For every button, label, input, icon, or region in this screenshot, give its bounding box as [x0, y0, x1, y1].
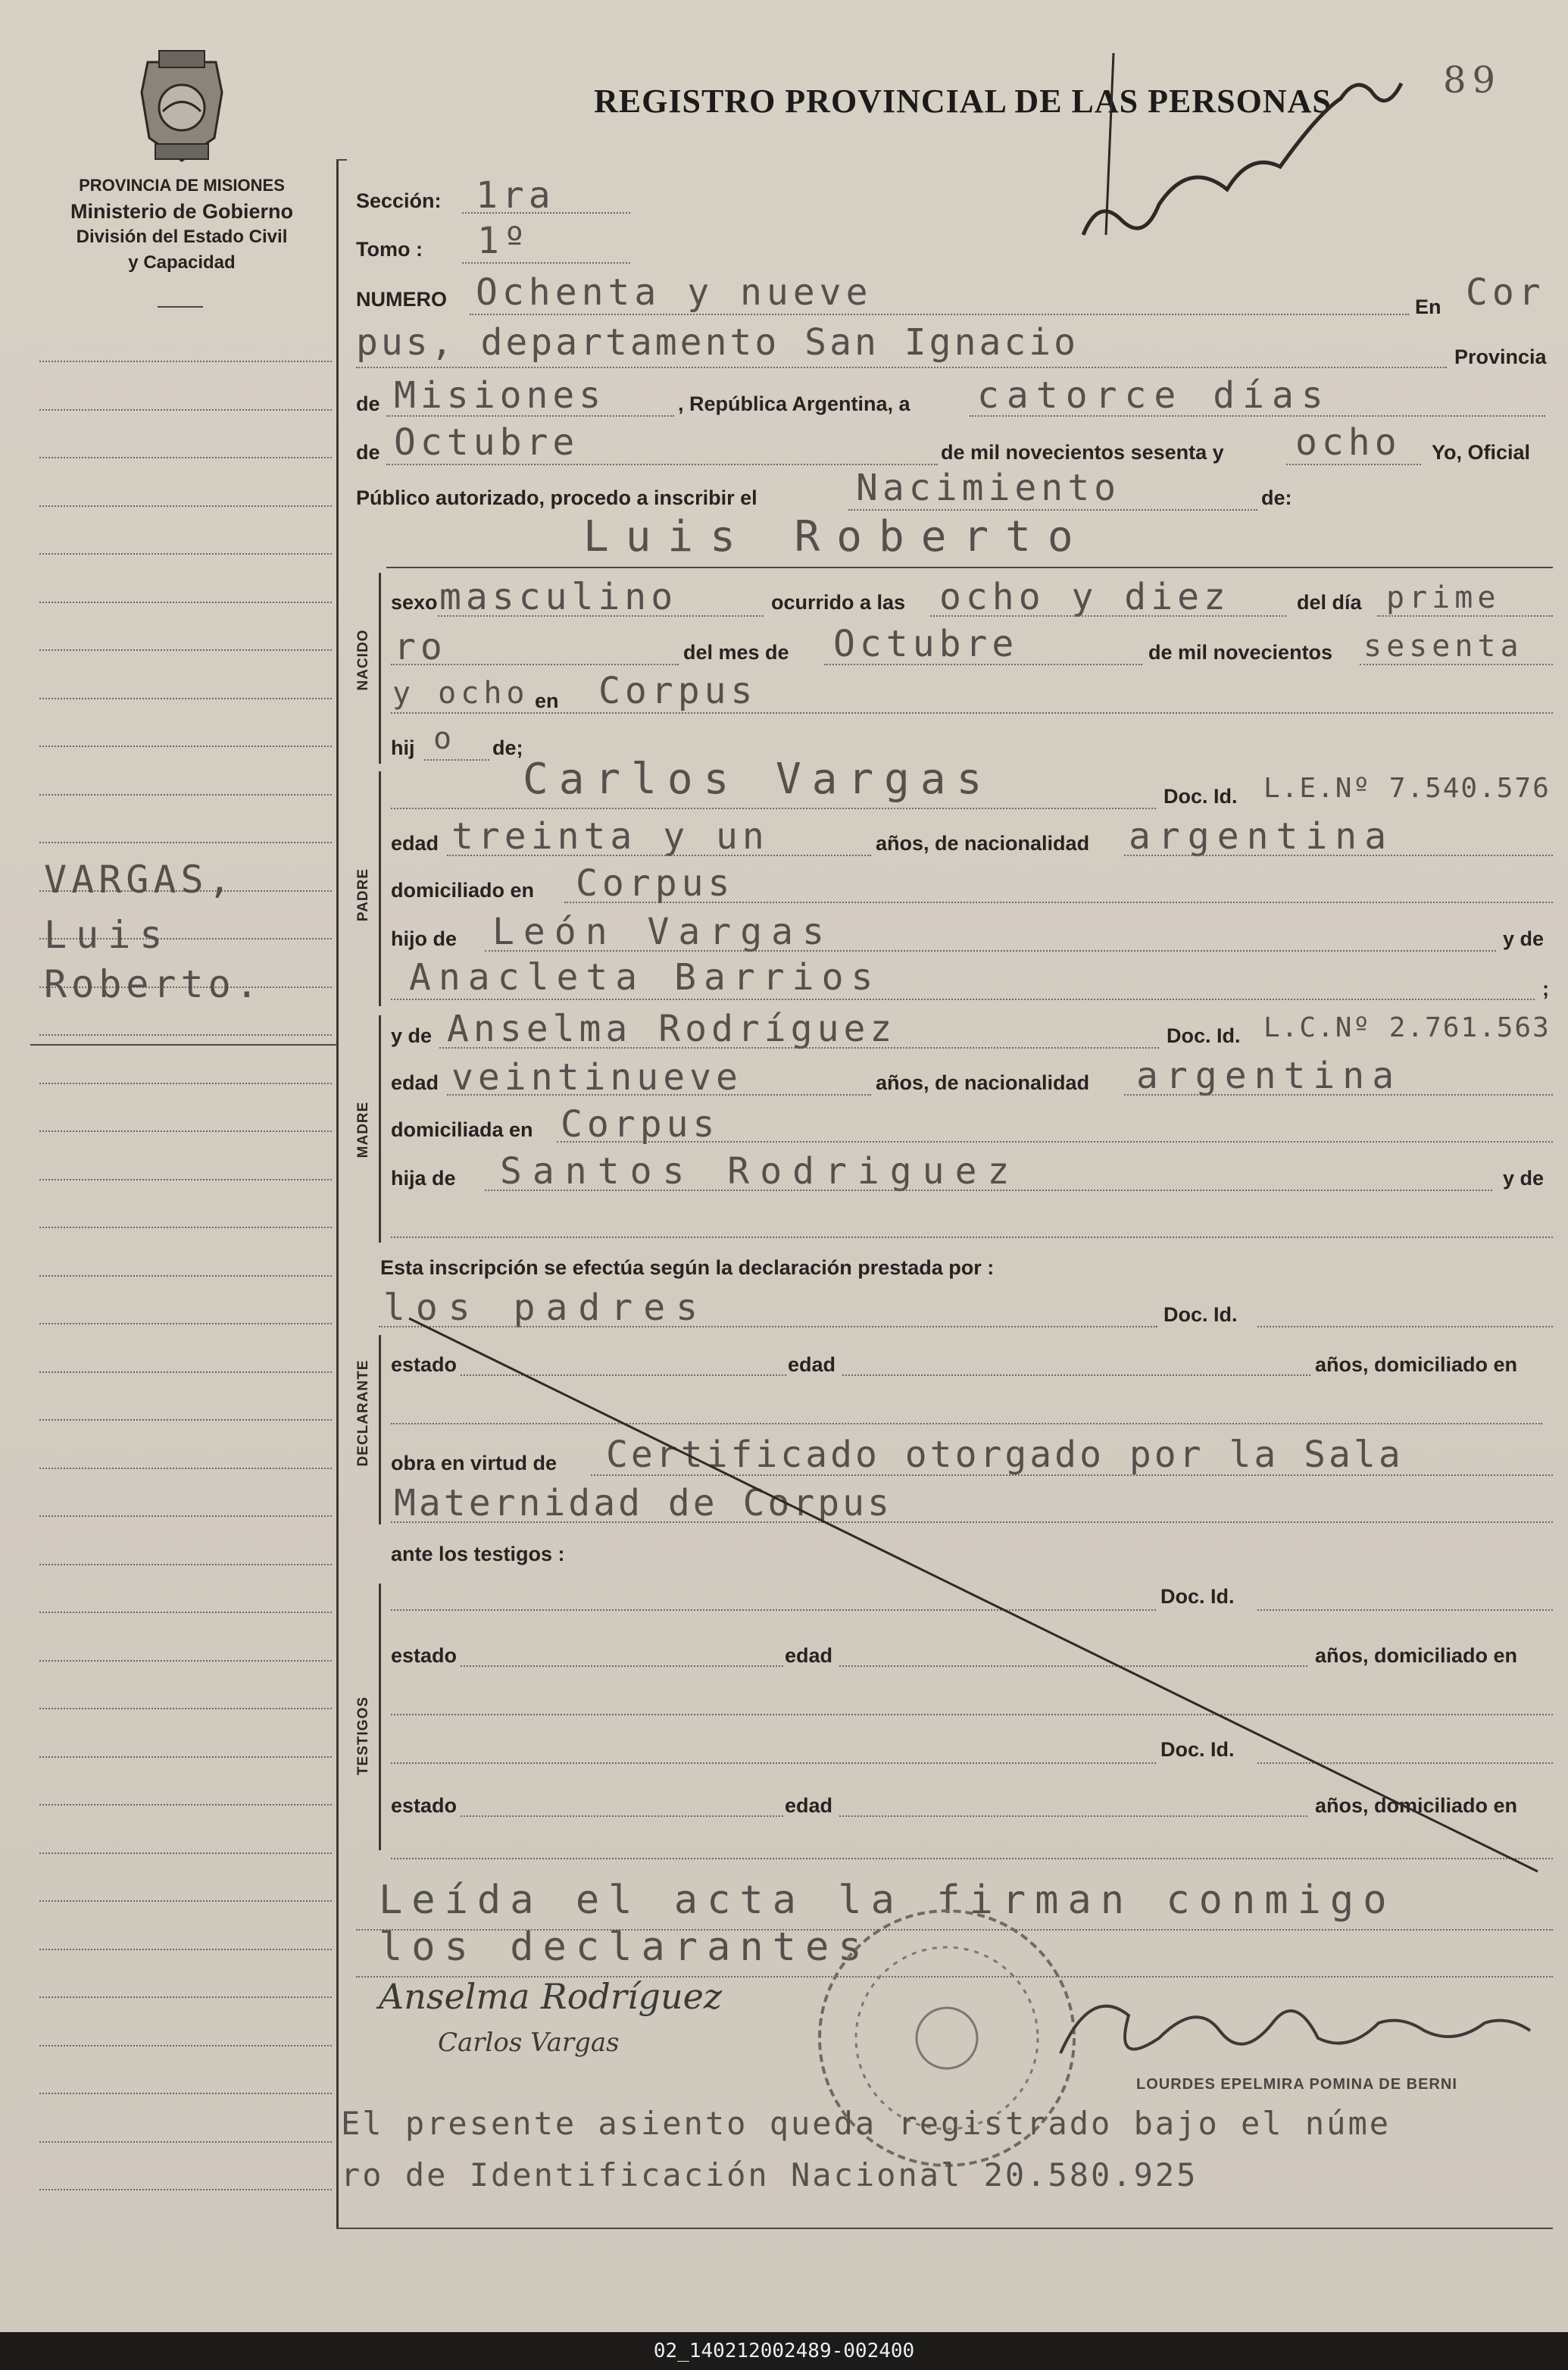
- label-padre-dom: domiciliado en: [391, 879, 535, 902]
- bottom-rule: [336, 2228, 1553, 2229]
- value-tomo: 1º: [477, 220, 530, 262]
- value-mes: Octubre: [394, 421, 579, 464]
- page-title: REGISTRO PROVINCIAL DE LAS PERSONAS: [594, 83, 1332, 120]
- label-madre-dom: domiciliada en: [391, 1118, 533, 1141]
- value-anio-b: y ocho: [392, 676, 529, 711]
- value-nombre: Luis Roberto: [583, 512, 1090, 561]
- value-anio-a: sesenta: [1363, 629, 1523, 664]
- value-hijo-suffix: o: [433, 721, 457, 756]
- value-numero: Ochenta y nueve: [476, 271, 873, 314]
- agency-line-1: PROVINCIA DE MISIONES: [79, 176, 285, 195]
- side-label-declarante: DECLARANTE: [355, 1359, 371, 1467]
- value-lugar-a: Cor: [1466, 271, 1545, 314]
- label-hija-de: hija de: [391, 1167, 456, 1190]
- value-sexo: masculino: [439, 576, 678, 618]
- image-id-label: 02_140212002489-002400: [653, 2340, 915, 2362]
- side-label-madre: MADRE: [355, 1101, 371, 1158]
- label-ocurrido: ocurrido a las: [771, 591, 906, 614]
- label-de-prov: de: [356, 392, 380, 415]
- label-del-dia: del día: [1297, 591, 1362, 614]
- side-label-padre: PADRE: [355, 868, 371, 922]
- value-madre-doc: L.C.Nº 2.761.563: [1263, 1012, 1551, 1043]
- label-obra: obra en virtud de: [391, 1452, 558, 1474]
- label-t1-doc: Doc. Id.: [1160, 1585, 1235, 1608]
- label-y-de-1: y de: [1503, 927, 1545, 950]
- label-en: En: [1415, 295, 1441, 318]
- margin-surname: VARGAS,: [44, 858, 236, 902]
- label-decl-estado: estado: [391, 1353, 458, 1376]
- margin-given-2: Roberto.: [44, 962, 263, 1006]
- value-padre-nac: argentina: [1129, 815, 1395, 858]
- label-madre-nac: años, de nacionalidad: [876, 1071, 1090, 1094]
- label-de-mil: de mil novecientos sesenta y: [941, 441, 1224, 464]
- label-hij: hij: [391, 736, 415, 759]
- value-padre-edad: treinta y un: [451, 815, 769, 858]
- value-madre-nac: argentina: [1136, 1055, 1402, 1097]
- value-obra-b: Maternidad de Corpus: [394, 1482, 892, 1524]
- label-en-2: en: [535, 689, 559, 712]
- value-abuelo: León Vargas: [492, 911, 833, 953]
- value-dia: catorce días: [977, 374, 1331, 417]
- value-madre-nombre: Anselma Rodríguez: [447, 1008, 897, 1050]
- label-tomo: Tomo :: [356, 238, 423, 261]
- label-madre-edad: edad: [391, 1071, 439, 1094]
- value-padre-doc: L.E.Nº 7.540.576: [1263, 773, 1551, 804]
- label-t2-doc: Doc. Id.: [1160, 1738, 1235, 1761]
- label-sexo: sexo: [391, 591, 438, 614]
- oficial-stamp-text: LOURDES EPELMIRA POMINA DE BERNI: [1136, 2076, 1457, 2093]
- label-ante-testigos: ante los testigos :: [391, 1543, 565, 1565]
- registration-line-1: El presente asiento queda registrado bajo el núme: [341, 2105, 1392, 2142]
- label-padre-nac: años, de nacionalidad: [876, 832, 1090, 855]
- value-mes-nac: Octubre: [833, 623, 1019, 665]
- signature-padre: Carlos Vargas: [438, 2028, 620, 2058]
- label-publico: Público autorizado, procedo a inscribir el: [356, 486, 757, 509]
- label-provincia: Provincia: [1454, 345, 1547, 368]
- value-madre-edad: veintinueve: [451, 1056, 742, 1099]
- value-madre-dom: Corpus: [561, 1103, 720, 1146]
- label-republica: , República Argentina, a: [678, 392, 911, 415]
- value-padre-nombre: Carlos Vargas: [523, 755, 993, 804]
- label-yo-oficial: Yo, Oficial: [1432, 441, 1531, 464]
- value-dia-a: prime: [1386, 580, 1501, 615]
- closing-line-2: los declarantes: [379, 1924, 871, 1970]
- label-y-de-3: y de: [1503, 1167, 1545, 1190]
- label-t1-anos: años, domiciliado en: [1315, 1644, 1518, 1667]
- value-lugar-nac: Corpus: [598, 670, 757, 712]
- signature-madre: Anselma Rodríguez: [379, 1976, 723, 2017]
- label-t2-anos: años, domiciliado en: [1315, 1794, 1518, 1817]
- value-provincia: Misiones: [394, 374, 606, 417]
- label-de-mes: de: [356, 441, 380, 464]
- label-padre-edad: edad: [391, 832, 439, 855]
- label-t1-edad: edad: [785, 1644, 833, 1667]
- label-decl-edad: edad: [788, 1353, 836, 1376]
- value-acto: Nacimiento: [856, 467, 1120, 509]
- label-semicolon: ;: [1542, 977, 1549, 1000]
- registration-line-2: ro de Identificación Nacional 20.580.925: [341, 2156, 1198, 2193]
- label-y-de-madre: y de: [391, 1024, 433, 1047]
- label-t2-edad: edad: [785, 1794, 833, 1817]
- label-decl-doc: Doc. Id.: [1164, 1303, 1238, 1326]
- agency-line-2: Ministerio de Gobierno: [70, 200, 294, 223]
- label-esta-inscripcion: Esta inscripción se efectúa según la declaración prestada por :: [380, 1256, 995, 1279]
- signature-oficial: [1045, 1970, 1545, 2084]
- value-declarante: los padres: [383, 1287, 708, 1329]
- label-del-mes: del mes de: [683, 641, 789, 664]
- label-de-colon: de:: [1261, 486, 1292, 509]
- label-numero: NUMERO: [356, 288, 447, 311]
- label-seccion: Sección:: [356, 189, 442, 212]
- label-padre-doc: Doc. Id.: [1164, 785, 1238, 808]
- value-lugar-b: pus, departamento San Ignacio: [356, 321, 1079, 364]
- folio-number: 89: [1443, 59, 1502, 102]
- side-label-testigos: TESTIGOS: [355, 1696, 371, 1776]
- margin-given-1: Luis: [44, 913, 172, 957]
- value-abuelo-m: Santos Rodriguez: [500, 1150, 1020, 1193]
- value-abuela: Anacleta Barrios: [409, 956, 881, 999]
- value-dia-b: ro: [394, 626, 447, 668]
- value-obra-a: Certificado otorgado por la Sala: [606, 1434, 1404, 1476]
- closing-line-1: Leída el acta la firman conmigo: [379, 1878, 1396, 1923]
- value-seccion: 1ra: [476, 174, 555, 217]
- value-hora: ocho y diez: [939, 576, 1230, 618]
- label-decl-anos: años, domiciliado en: [1315, 1353, 1518, 1376]
- agency-line-4: y Capacidad: [128, 252, 236, 273]
- label-hijo-de: hijo de: [391, 927, 457, 950]
- label-de-mil-2: de mil novecientos: [1148, 641, 1333, 664]
- side-label-nacido: NACIDO: [355, 629, 371, 691]
- label-t2-estado: estado: [391, 1794, 458, 1817]
- agency-line-3: División del Estado Civil: [76, 227, 288, 247]
- value-anio: ocho: [1295, 421, 1401, 464]
- label-t1-estado: estado: [391, 1644, 458, 1667]
- value-padre-dom: Corpus: [576, 862, 735, 905]
- label-madre-doc: Doc. Id.: [1167, 1024, 1241, 1047]
- label-de-semi: de;: [492, 736, 523, 759]
